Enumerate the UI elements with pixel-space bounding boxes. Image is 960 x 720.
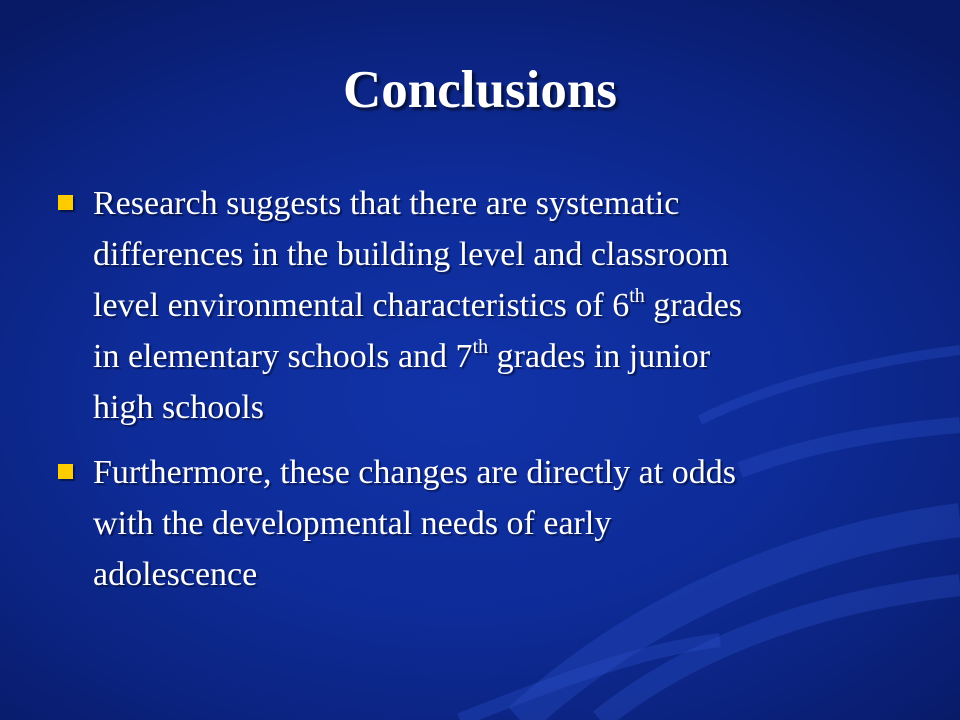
- bullet-line: [93, 331, 898, 382]
- ordinal-superscript: th: [472, 336, 489, 358]
- bullet-text: grades in junior: [488, 338, 711, 375]
- bullet-item-furthermore: [58, 447, 898, 600]
- bullet-text: in elementary schools and 7: [93, 338, 473, 375]
- bullet-text: grades: [644, 287, 743, 324]
- bullet-line: [93, 280, 898, 331]
- bullet-list: [58, 178, 898, 614]
- slide-title: Conclusions: [343, 61, 617, 119]
- bullet-line: adolescence: [93, 556, 258, 593]
- bullet-line: Furthermore, these changes are directly at odds: [93, 454, 736, 491]
- ordinal-superscript: th: [629, 285, 645, 307]
- bullet-line: differences in the building level and classroom: [93, 236, 729, 273]
- bullet-line: high schools: [93, 389, 264, 426]
- bullet-text: level environmental characteristics of 6: [93, 287, 630, 324]
- square-bullet-icon: [58, 464, 73, 479]
- bullet-line: Research suggests that there are systematic: [93, 185, 680, 222]
- square-bullet-icon: [58, 195, 73, 210]
- bullet-item-research: [58, 178, 898, 433]
- bullet-line: with the developmental needs of early: [93, 505, 612, 542]
